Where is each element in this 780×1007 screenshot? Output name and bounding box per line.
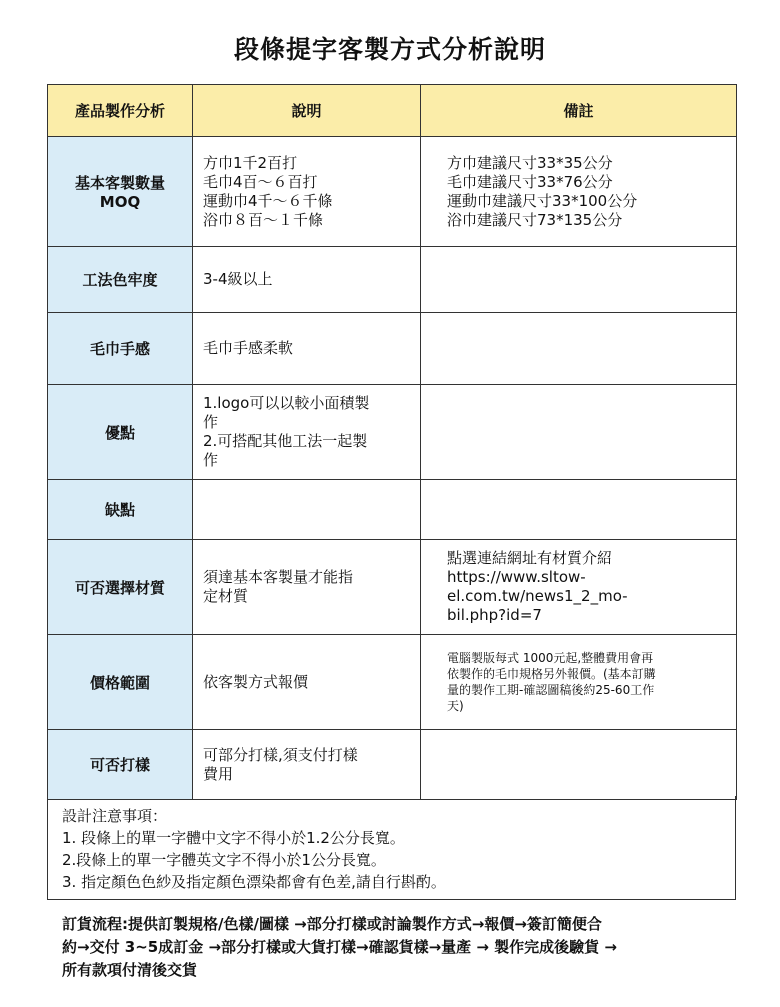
row-remark [421, 635, 737, 730]
row-remark-line: 依製作的毛巾規格另外報價。(基本訂購 [447, 667, 656, 681]
design-notes-heading: 設計注意事項： [62, 807, 168, 825]
order-process-line: 所有款項付清後交貨 [62, 961, 198, 979]
row-label-line: 價格範圍 [89, 673, 150, 692]
table-row [48, 137, 737, 247]
row-remark [421, 730, 737, 800]
table-row [48, 635, 737, 730]
row-remark-line: 毛巾建議尺寸33*76公分 [447, 172, 613, 191]
row-label [48, 385, 193, 480]
row-label-line: 毛巾手感 [89, 340, 150, 358]
analysis-table [47, 84, 737, 800]
row-remark [421, 247, 737, 313]
row-description-line: 毛巾4百～６百打 [203, 172, 318, 191]
header-remarks: 備註 [421, 85, 737, 137]
row-description-line: 依客製方式報價 [203, 672, 309, 691]
row-description-line: 作 [203, 413, 219, 431]
row-description [193, 247, 421, 313]
row-label [48, 247, 193, 313]
row-description-line: 2.可搭配其他工法一起製 [203, 432, 368, 450]
row-label [48, 313, 193, 385]
row-remark [421, 313, 737, 385]
row-description [193, 137, 421, 247]
row-remark [421, 385, 737, 480]
row-label [48, 137, 193, 247]
row-description [193, 635, 421, 730]
design-note-item: 3. 指定顏色色紗及指定顏色漂染都會有色差,請自行斟酌。 [62, 873, 446, 891]
header-product-analysis: 產品製作分析 [48, 85, 193, 137]
row-remark-line: 方巾建議尺寸33*35公分 [447, 153, 613, 172]
design-notes [47, 796, 736, 900]
row-description-line: 運動巾4千～６千條 [203, 191, 333, 210]
row-remark-line: 點選連結網址有材質介紹 [447, 549, 613, 567]
table-row [48, 313, 737, 385]
order-process [62, 913, 752, 982]
row-remark-line: 浴巾建議尺寸73*135公分 [447, 210, 623, 229]
row-label-line: 優點 [104, 423, 135, 442]
row-description-line: 3-4級以上 [203, 270, 273, 288]
row-description-line: 費用 [203, 764, 234, 783]
row-description [193, 480, 421, 540]
row-remark [421, 540, 737, 635]
row-description-line: 方巾1千2百打 [203, 153, 298, 172]
row-description-line: 毛巾手感柔軟 [203, 339, 294, 357]
row-remark-line: bil.php?id=7 [447, 606, 542, 624]
row-label [48, 730, 193, 800]
table-row [48, 480, 737, 540]
row-label-line: MOQ [99, 193, 141, 211]
row-label [48, 635, 193, 730]
row-description [193, 385, 421, 480]
order-process-line: 訂貨流程:提供訂製規格/色樣/圖樣 →部分打樣或討論製作方式→報價→簽訂簡便合 [62, 915, 602, 933]
row-label [48, 480, 193, 540]
row-label-line: 工法色牢度 [82, 271, 158, 289]
table-row [48, 730, 737, 800]
row-remark [421, 480, 737, 540]
row-description-line: 浴巾８百～１千條 [203, 210, 324, 229]
table-row [48, 385, 737, 480]
order-process-line: 約→交付 3~5成訂金 →部分打樣或大貨打樣→確認貨樣→量產 → 製作完成後驗貨 → [62, 938, 617, 956]
row-description-line: 可部分打樣,須支付打樣 [203, 745, 358, 764]
header-description: 說明 [193, 85, 421, 137]
row-description-line: 作 [203, 451, 219, 469]
row-description-line: 1.logo可以以較小面積製 [203, 394, 370, 412]
design-note-item: 1. 段條上的單一字體中文字不得小於1.2公分長寬。 [62, 829, 405, 847]
row-description-line: 定材質 [203, 587, 249, 605]
row-label-line: 可否選擇材質 [74, 578, 165, 597]
row-remark-line: 天) [447, 699, 464, 713]
row-remark-line: el.com.tw/news1_2_mo- [447, 587, 628, 605]
row-description [193, 540, 421, 635]
row-remark-line: https://www.sltow- [447, 568, 586, 586]
page-title: 段條提字客製方式分析說明 [233, 35, 546, 64]
row-remark [421, 137, 737, 247]
table-row [48, 540, 737, 635]
row-description [193, 313, 421, 385]
row-label [48, 540, 193, 635]
row-remark-line: 電腦製版每式 1000元起,整體費用會再 [447, 651, 654, 665]
design-note-item: 2.段條上的單一字體英文字不得小於1公分長寬。 [62, 851, 386, 869]
table-row [48, 247, 737, 313]
row-label-line: 缺點 [104, 501, 135, 519]
table-header-row [48, 85, 737, 137]
row-remark-line: 量的製作工期-確認圖稿後約25-60工作 [447, 683, 655, 697]
row-remark-line: 運動巾建議尺寸33*100公分 [447, 191, 638, 210]
row-label-line: 基本客製數量 [74, 174, 165, 192]
row-description-line: 須達基本客製量才能指 [203, 568, 354, 586]
row-description [193, 730, 421, 800]
row-label-line: 可否打樣 [89, 756, 150, 774]
